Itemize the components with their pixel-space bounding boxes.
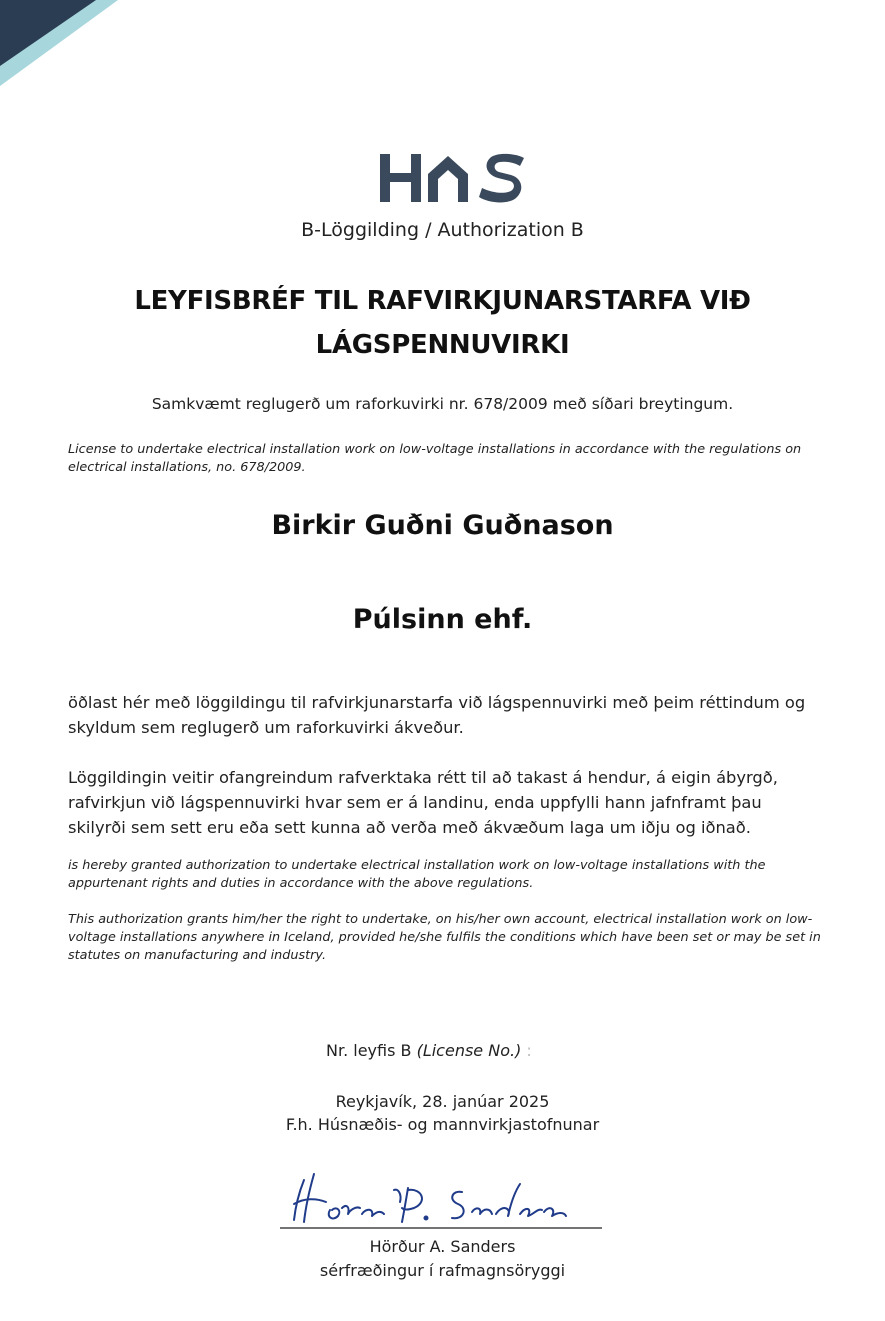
license-label-english: (License No.) [416,1041,522,1060]
corner-decoration [0,0,130,90]
company-name: Púlsinn ehf. [352,604,533,635]
hms-logo [378,150,528,206]
certificate-title-line-2: LÁGSPENNUVIRKI [315,330,570,360]
certificate-title-line-1: LEYFISBRÉF TIL RAFVIRKJUNARSTARFA VIÐ [134,286,751,316]
authorization-subtitle: B-Löggilding / Authorization B [301,219,584,241]
grant-paragraph-english: is hereby granted authorization to undertake electrical installation work on low-voltage installations with the appurtenant rights and duties in accordance with the above regulations. [68,858,766,891]
signer-name: Hörður A. Sanders [369,1237,516,1256]
scope-paragraph-icelandic: Löggildingin veitir ofangreindum rafverktaka rétt til að takast á hendur, á eigin ábyrgð, rafvirkjun við lágspennuvirki hvar sem er á landinu, enda uppfylli hann jafnframt þau skilyrði sem sett eru eða sett kunna að verða með ákvæðum laga um iðju og iðnað. [68,768,778,837]
regulation-reference-icelandic: Samkvæmt reglugerð um raforkuvirki nr. 678/2009 með síðari breytingum. [151,395,734,413]
issuing-authority: F.h. Húsnæðis- og mannvirkjastofnunar [285,1115,600,1134]
license-label-icelandic: Nr. leyfis B [326,1041,412,1060]
license-number: : [526,1041,532,1060]
signer-title: sérfræðingur í rafmagnsöryggi [319,1261,566,1280]
grant-paragraph-icelandic: öðlast hér með löggildingu til rafvirkjunarstarfa við lágspennuvirki með þeim réttindum og skyldum sem reglugerð um raforkuvirki ákveður. [68,693,806,737]
regulation-reference-english: License to undertake electrical installation work on low-voltage installations in accordance with the regulations on electrical installations, no. 678/2009. [68,442,802,475]
scope-paragraph-english: This authorization grants him/her the right to undertake, on his/her own account, electrical installation work on low-voltage installations anywhere in Iceland, provided he/she fulfils the conditions which have been set or may be set in statutes on manufacturing and industry. [68,912,821,963]
place-and-date: Reykjavík, 28. janúar 2025 [335,1092,550,1111]
signature [280,1168,610,1234]
license-holder-name: Birkir Guðni Guðnason [271,510,614,541]
license-number-line [326,1041,532,1060]
